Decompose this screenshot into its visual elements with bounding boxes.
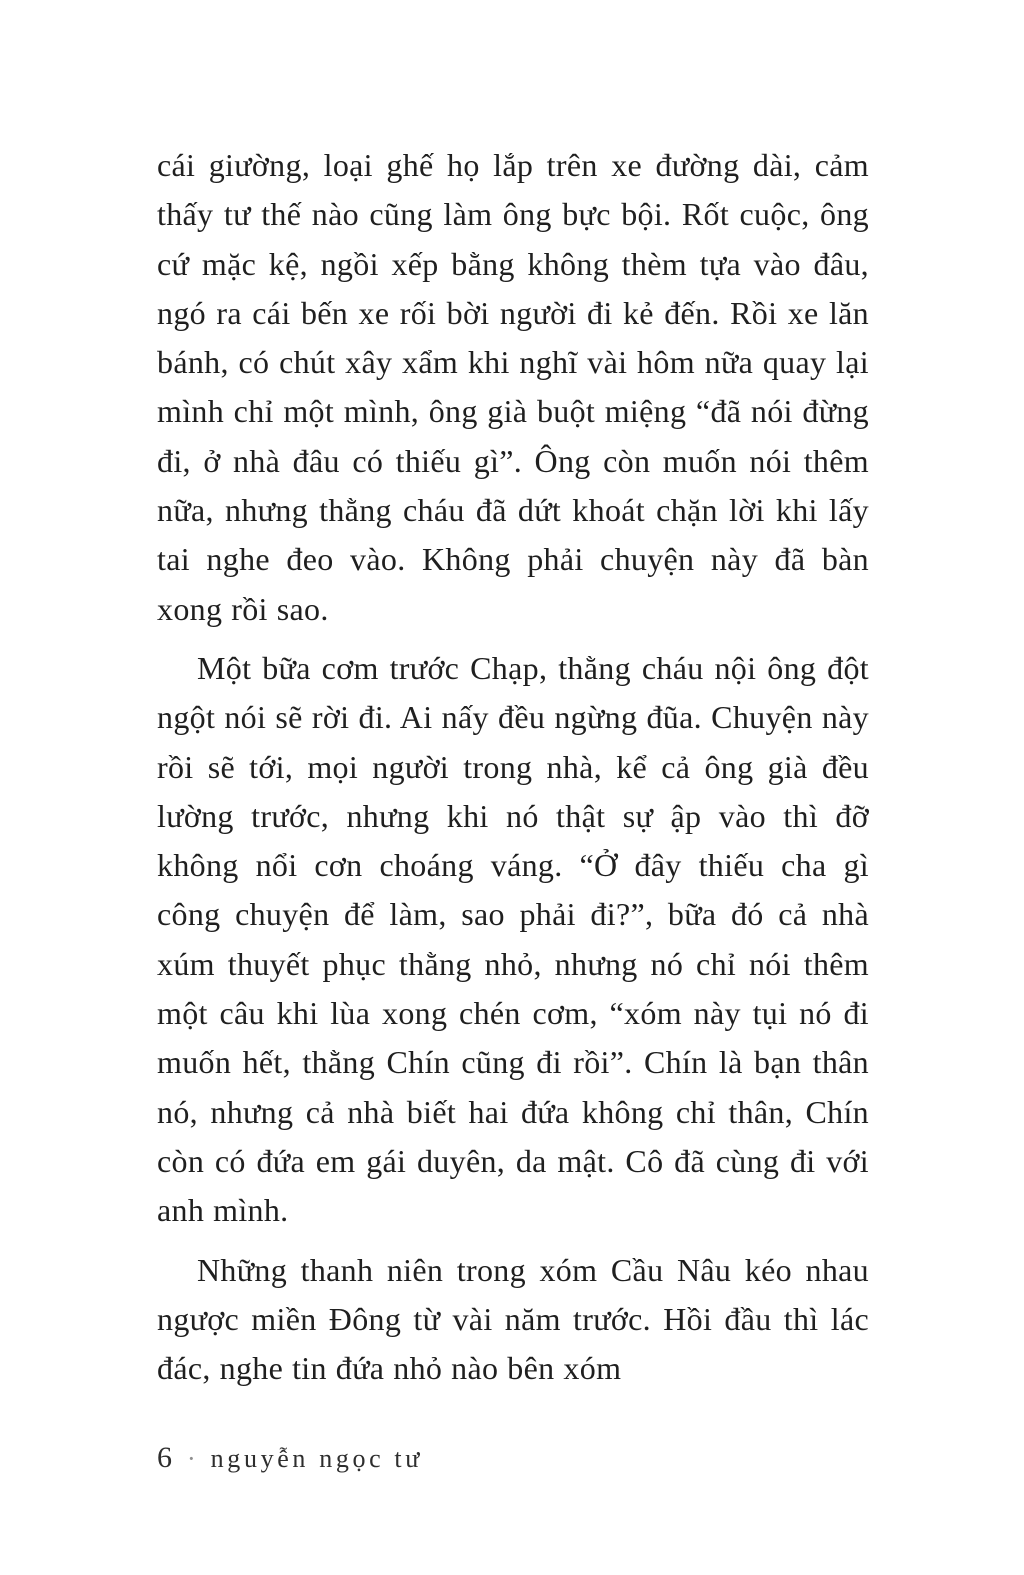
paragraph-young-people: Những thanh niên trong xóm Cầu Nâu kéo nhau ngược miền Đông từ vài năm trước. Hồi đầu thì lác đác, nghe tin đứa nhỏ nào bên xóm xyxy=(157,1251,869,1387)
page-number: 6 xyxy=(157,1441,172,1474)
page-text xyxy=(157,141,869,1393)
paragraph-meal-scene: Một bữa cơm trước Chạp, thằng cháu nội ông đột ngột nói sẽ rời đi. Ai nấy đều ngừng đũa. Chuyện này rồi sẽ tới, mọi người trong nhà, kể cả ông già đều lường trước, nhưng khi nó thật sự ập vào thì đỡ không nổi cơn choáng váng. “Ở đây thiếu cha gì công chuyện để làm, sao phải đi?”, bữa đó cả nhà xúm thuyết phục thằng nhỏ, nhưng nó chỉ nói thêm một câu khi lùa xong chén cơm, “xóm này tụi nó đi muốn hết, thằng Chín cũng đi rồi”. Chín là bạn thân nó, nhưng cả nhà biết hai đứa không chỉ thân, Chín còn có đứa em gái duyên, da mật. Cô đã cùng đi với anh mình. xyxy=(157,649,869,1229)
author-name: nguyễn ngọc tư xyxy=(210,1444,424,1473)
footer-separator-dot: · xyxy=(187,1444,196,1473)
paragraph-continued: cái giường, loại ghế họ lắp trên xe đường dài, cảm thấy tư thế nào cũng làm ông bực bội. Rốt cuộc, ông cứ mặc kệ, ngồi xếp bằng không thèm tựa vào đâu, ngó ra cái bến xe rối bời người đi kẻ đến. Rồi xe lăn bánh, có chút xây xẩm khi nghĩ vài hôm nữa quay lại mình chỉ một mình, ông già buột miệng “đã nói đừng đi, ở nhà đâu có thiếu gì”. Ông còn muốn nói thêm nữa, nhưng thằng cháu đã dứt khoát chặn lời khi lấy tai nghe đeo vào. Không phải chuyện này đã bàn xong rồi sao. xyxy=(157,147,869,627)
page-footer xyxy=(157,1441,423,1475)
